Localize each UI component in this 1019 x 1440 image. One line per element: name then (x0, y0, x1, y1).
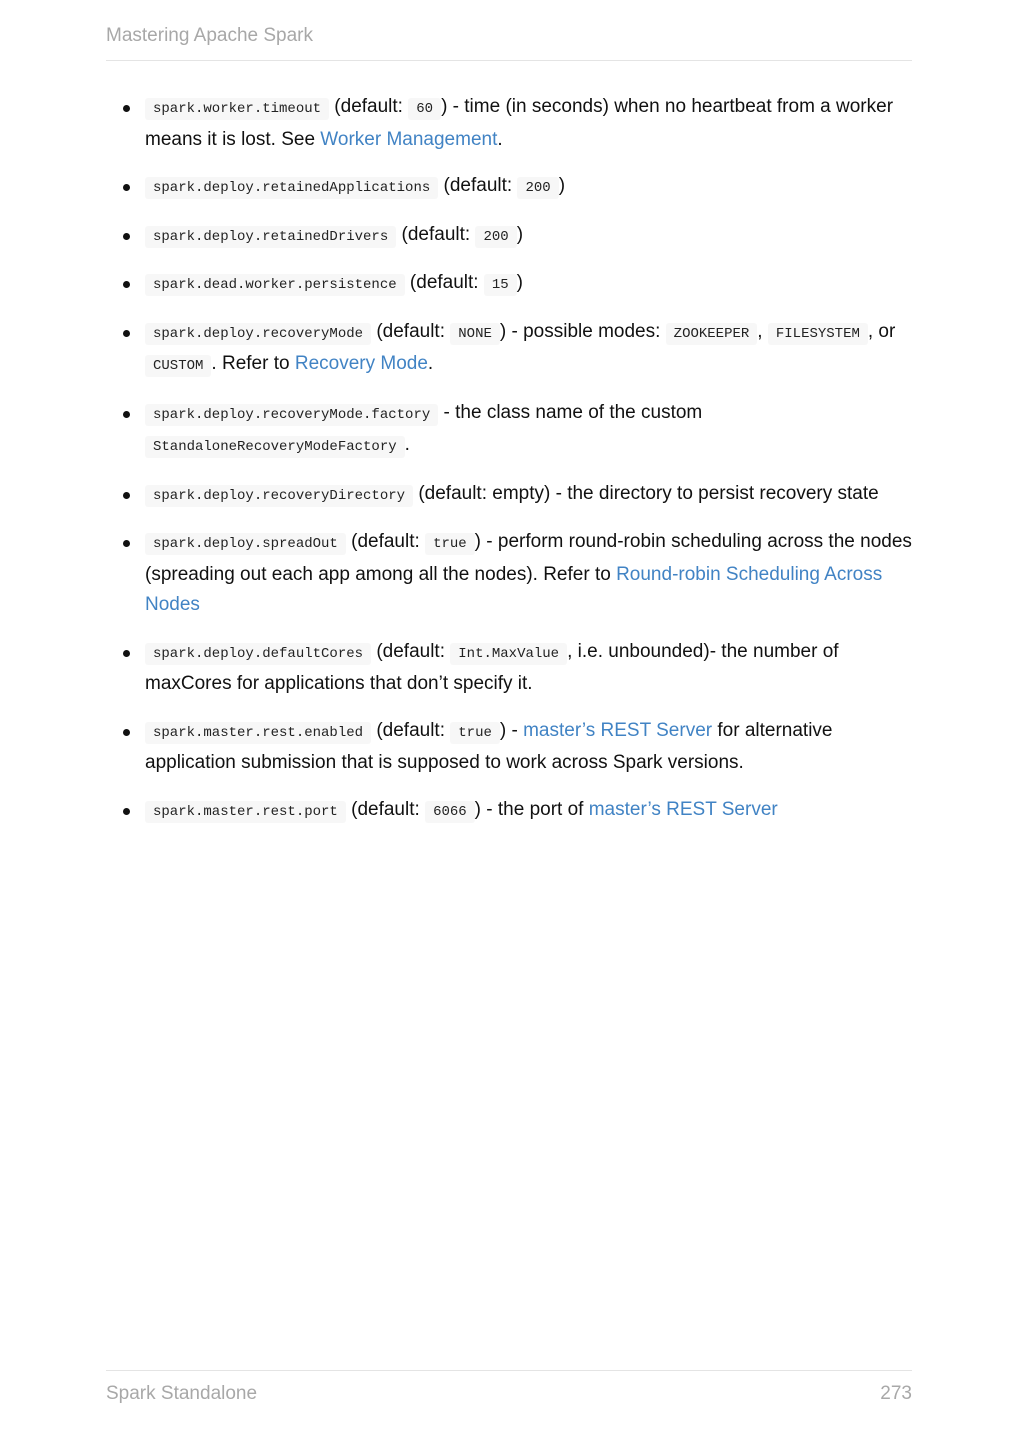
default-value: Int.MaxValue (450, 643, 567, 665)
list-item: spark.deploy.retainedDrivers (default: 200 ) (106, 220, 912, 253)
rest-server-link[interactable]: master’s REST Server (588, 798, 778, 820)
list-item: spark.deploy.recoveryMode.factory - the class name of the custom StandaloneRecoveryModeFactory . (106, 398, 912, 463)
chapter-title: Spark Standalone (106, 1383, 258, 1404)
property-name: spark.master.rest.enabled (145, 722, 371, 744)
default-value: 200 (475, 226, 516, 248)
property-name: spark.worker.timeout (145, 98, 329, 120)
property-name: spark.deploy.defaultCores (145, 643, 371, 665)
default-value: true (425, 533, 475, 555)
list-item: spark.deploy.recoveryDirectory (default: empty) - the directory to persist recovery state (106, 479, 912, 512)
property-name: spark.dead.worker.persistence (145, 274, 405, 296)
list-item: spark.master.rest.port (default: 6066 ) - the port of master’s REST Server (106, 795, 912, 828)
rest-server-link[interactable]: master’s REST Server (523, 719, 713, 741)
list-item: spark.master.rest.enabled (default: true ) - master’s REST Server for alternative application submission that is supposed to work across Spark versions. (106, 716, 912, 779)
page-footer (106, 1370, 912, 1407)
list-item: spark.deploy.recoveryMode (default: NONE ) - possible modes: ZOOKEEPER , FILESYSTEM , or CUSTOM . Refer to Recovery Mode. (106, 317, 912, 382)
default-value: 15 (484, 274, 517, 296)
list-item: spark.dead.worker.persistence (default: 15 ) (106, 268, 912, 301)
page-header (106, 24, 912, 61)
default-value: 200 (517, 177, 558, 199)
worker-management-link[interactable]: Worker Management (320, 128, 498, 150)
round-robin-scheduling-link[interactable]: Round-robin Scheduling Across Nodes (145, 563, 883, 615)
default-value: true (450, 722, 500, 744)
list-item: spark.deploy.retainedApplications (default: 200 ) (106, 171, 912, 204)
property-name: spark.deploy.spreadOut (145, 533, 346, 555)
default-value: 60 (408, 98, 441, 120)
page-number: 273 (880, 1383, 912, 1404)
property-name: spark.deploy.recoveryMode (145, 323, 371, 345)
book-title: Mastering Apache Spark (106, 25, 314, 46)
mode-filesystem: FILESYSTEM (768, 323, 868, 345)
list-item: spark.worker.timeout (default: 60 ) - time (in seconds) when no heartbeat from a worker means it is lost. See Worker Management. (106, 92, 912, 155)
property-name: spark.deploy.recoveryDirectory (145, 485, 413, 507)
list-item: spark.deploy.spreadOut (default: true ) - perform round-robin scheduling across the nodes (spreading out each app among all the nodes). Refer to Round-robin Scheduling Across Nodes (106, 527, 912, 621)
recovery-mode-link[interactable]: Recovery Mode (294, 353, 428, 374)
page-content (106, 92, 912, 843)
mode-zookeeper: ZOOKEEPER (666, 323, 758, 345)
default-value: NONE (450, 323, 500, 345)
property-name: spark.deploy.recoveryMode.factory (145, 404, 438, 426)
property-name: spark.deploy.retainedApplications (145, 177, 438, 199)
class-name: StandaloneRecoveryModeFactory (145, 436, 405, 458)
property-name: spark.deploy.retainedDrivers (145, 226, 396, 248)
default-value: 6066 (425, 801, 475, 823)
property-name: spark.master.rest.port (145, 801, 346, 823)
property-list (106, 92, 912, 827)
list-item: spark.deploy.defaultCores (default: Int.MaxValue , i.e. unbounded)- the number of maxCores for applications that don’t specify it. (106, 637, 912, 700)
mode-custom: CUSTOM (145, 355, 211, 377)
